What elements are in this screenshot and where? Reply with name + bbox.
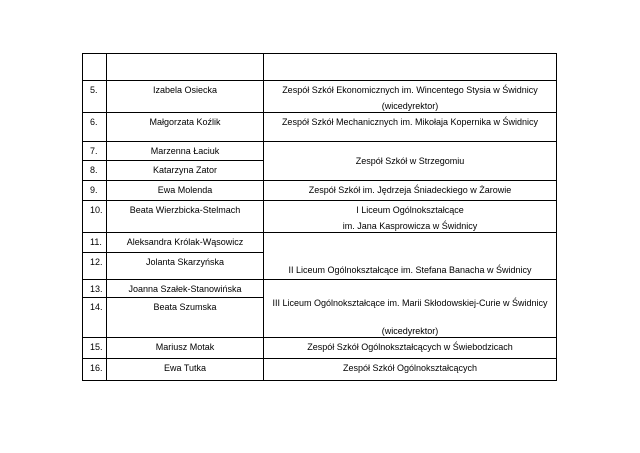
school-name: Zespół Szkół w Strzegomiu xyxy=(355,156,465,166)
table-row xyxy=(83,280,557,298)
person-name: Joanna Szałek-Stanowińska xyxy=(107,280,264,298)
school-name: Zespół Szkół im. Jędrzeja Śniadeckiego w Żarowie xyxy=(308,185,512,195)
person-name: Marzenna Łaciuk xyxy=(107,142,264,161)
person-name: Beata Szumska xyxy=(107,298,264,338)
person-name: Aleksandra Królak-Wąsowicz xyxy=(107,233,264,253)
table-row xyxy=(83,54,557,81)
table-row xyxy=(83,359,557,381)
school-cell xyxy=(264,201,557,233)
schools-table xyxy=(82,53,557,381)
table-row xyxy=(83,81,557,113)
school-cell xyxy=(264,359,557,381)
person-name: Ewa Tutka xyxy=(107,359,264,381)
role-note: (wicedyrektor) xyxy=(381,326,439,336)
row-number: 11. xyxy=(83,233,107,253)
school-name: Zespół Szkół Ogólnokształcących w Świebodzicach xyxy=(307,342,513,352)
row-number: 5. xyxy=(83,81,107,113)
row-number: 14. xyxy=(83,298,107,338)
row-number: 8. xyxy=(83,161,107,181)
person-name: Jolanta Skarzyńska xyxy=(107,253,264,280)
table-row xyxy=(83,201,557,233)
school-name: Zespół Szkół Ekonomicznych im. Wincentego Stysia w Świdnicy xyxy=(282,85,538,95)
row-number: 12. xyxy=(83,253,107,280)
school-name-line2: im. Jana Kasprowicza w Świdnicy xyxy=(342,221,478,231)
person-name: Małgorzata Koźlik xyxy=(107,113,264,142)
table-row xyxy=(83,233,557,253)
table-row xyxy=(83,142,557,161)
person-name: Beata Wierzbicka-Stelmach xyxy=(107,201,264,233)
school-name: I Liceum Ogólnokształcące xyxy=(356,205,464,215)
table-row xyxy=(83,113,557,142)
person-name: Izabela Osiecka xyxy=(107,81,264,113)
school-name: Zespół Szkół Mechanicznych im. Mikołaja Kopernika w Świdnicy xyxy=(281,117,539,127)
row-number: 10. xyxy=(83,201,107,233)
table-row xyxy=(83,181,557,201)
school-cell xyxy=(264,280,557,338)
row-number: 9. xyxy=(83,181,107,201)
person-name: Ewa Molenda xyxy=(107,181,264,201)
person-name: Mariusz Motak xyxy=(107,338,264,359)
school-cell xyxy=(264,81,557,113)
person-name: Katarzyna Zator xyxy=(107,161,264,181)
row-number: 15. xyxy=(83,338,107,359)
empty-cell xyxy=(107,54,264,81)
school-cell xyxy=(264,181,557,201)
row-number: 6. xyxy=(83,113,107,142)
empty-cell xyxy=(83,54,107,81)
school-cell xyxy=(264,233,557,280)
school-cell xyxy=(264,113,557,142)
empty-cell xyxy=(264,54,557,81)
school-cell xyxy=(264,142,557,181)
role-note: (wicedyrektor) xyxy=(381,101,439,111)
school-cell xyxy=(264,338,557,359)
school-name: II Liceum Ogólnokształcące im. Stefana Banacha w Świdnicy xyxy=(288,265,532,275)
row-number: 16. xyxy=(83,359,107,381)
row-number: 7. xyxy=(83,142,107,161)
table-row xyxy=(83,338,557,359)
school-name: III Liceum Ogólnokształcące im. Marii Skłodowskiej-Curie w Świdnicy xyxy=(272,298,548,308)
row-number: 13. xyxy=(83,280,107,298)
school-name: Zespół Szkół Ogólnokształcących xyxy=(342,363,478,373)
